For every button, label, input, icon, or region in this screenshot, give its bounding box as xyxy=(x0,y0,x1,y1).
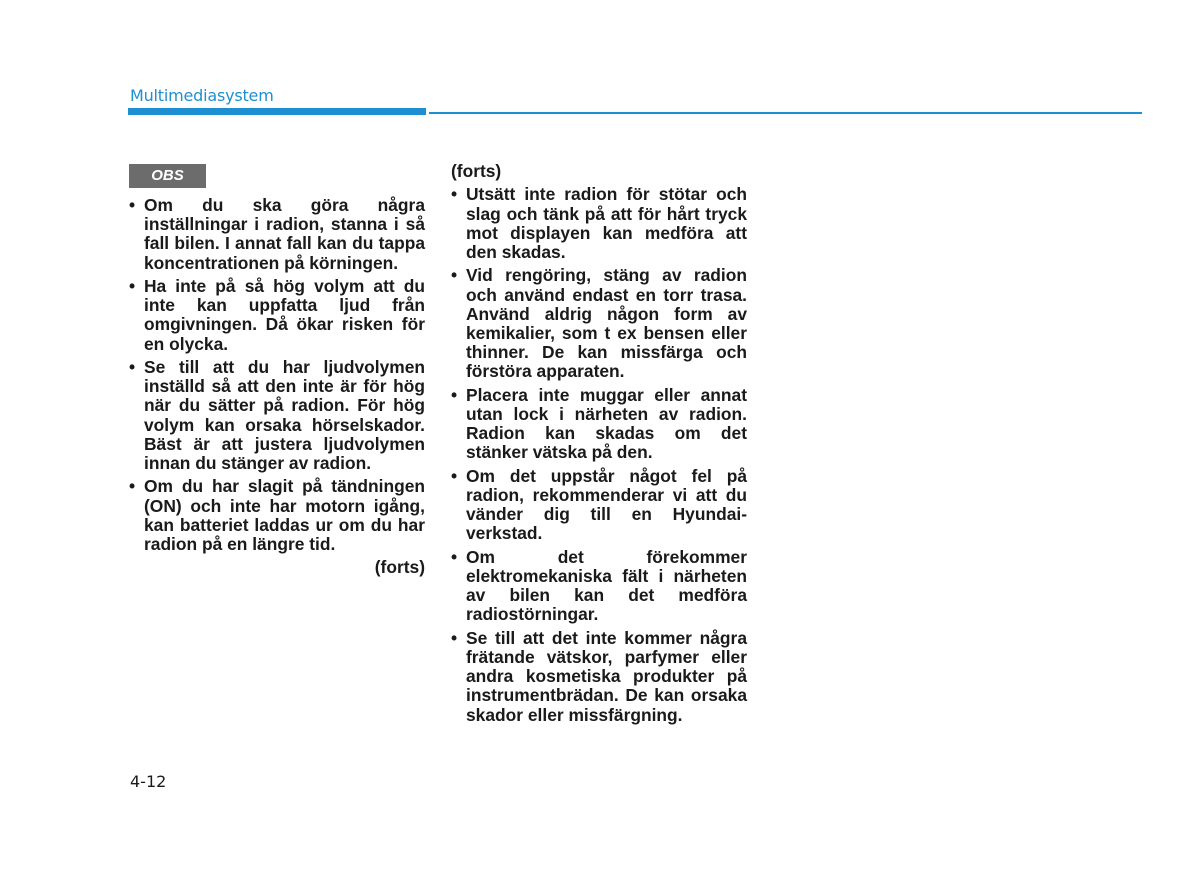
continued-from-label: (forts) xyxy=(451,161,502,181)
list-item: • Ha inte på så hög volym att du inte kan uppfatta ljud från omgivningen. Då ökar risken för en olycka. xyxy=(129,277,425,354)
header-rule-thick xyxy=(128,108,426,115)
list-item: • Vid rengöring, stäng av radion och använd endast en torr trasa. Använd aldrig någon form av kemikalier, som t ex bensen eller thinner. De kan missfärga och förstöra apparaten. xyxy=(451,266,747,381)
list-item: • Om det uppstår något fel på radion, rekommenderar vi att du vänder dig till en Hyundai-verkstad. xyxy=(451,467,747,544)
obs-badge: OBS xyxy=(129,164,206,188)
right-bullet-list xyxy=(451,185,747,724)
header-rule-thin xyxy=(429,112,1142,114)
section-title: Multimediasystem xyxy=(130,86,274,105)
list-item: • Se till att det inte kommer några frätande vätskor, parfymer eller andra kosmetiska produkter på instrumentbrädan. De kan orsaka skador eller missfärgning. xyxy=(451,629,747,725)
list-item: • Om det förekommer elektromekaniska fält i närheten av bilen kan det medföra radiostörningar. xyxy=(451,548,747,625)
left-column xyxy=(129,196,425,578)
list-item: • Placera inte muggar eller annat utan lock i närheten av radion. Radion kan skadas om det stänker vätska på den. xyxy=(451,386,747,463)
list-item: • Utsätt inte radion för stötar och slag och tänk på att för hårt tryck mot displayen kan medföra att den skadas. xyxy=(451,185,747,262)
list-item: • Om du ska göra några inställningar i radion, stanna i så fall bilen. I annat fall kan du tappa koncentrationen på körningen. xyxy=(129,196,425,273)
list-item: • Om du har slagit på tändningen (ON) och inte har motorn igång, kan batteriet laddas ur om du har radion på en längre tid. xyxy=(129,477,425,554)
continued-label: (forts) xyxy=(374,557,425,578)
list-item: • Se till att du har ljudvolymen inställd så att den inte är för hög när du sätter på radion. För hög volym kan orsaka hörselskador. Bäst är att justera ljudvolymen innan du stänger av radion. xyxy=(129,358,425,473)
page-number: 4-12 xyxy=(130,772,167,791)
left-bullet-list xyxy=(129,196,425,554)
right-column xyxy=(451,162,747,729)
